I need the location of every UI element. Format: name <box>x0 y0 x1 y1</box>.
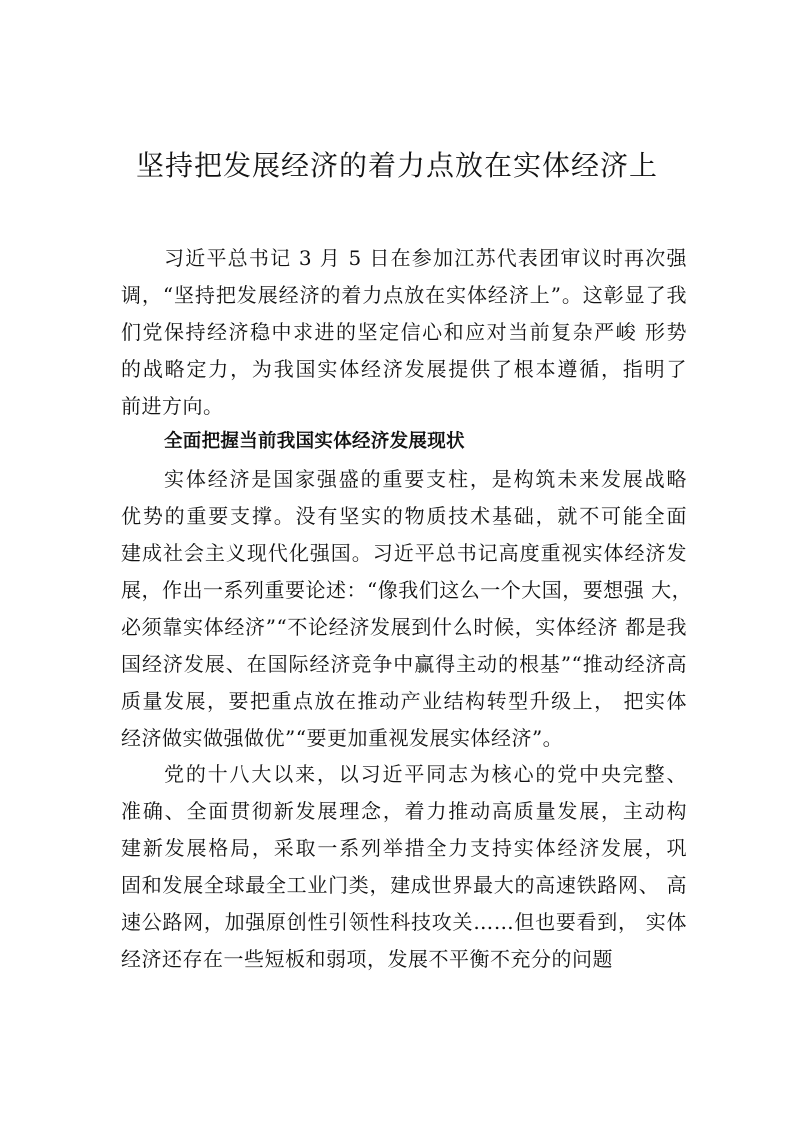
text-line: 经济还存在一些短板和弱项，发展不平衡不充分的问题 <box>121 946 613 971</box>
text-line: 前进方向。 <box>121 393 224 418</box>
text-line: 准确、全面贯彻新发展理念，着力推动高质量发展，主动构 <box>121 799 687 824</box>
paragraph-intro <box>121 240 687 424</box>
document-title: 坚持把发展经济的着力点放在实体经济上 <box>135 149 658 182</box>
paragraph-status <box>121 461 693 756</box>
text-line: 实体经济是国家强盛的重要支柱，是构筑未来发展战略 <box>164 467 687 492</box>
text-line: 党的十八大以来，以习近平同志为核心的党中央完整、 <box>164 762 687 787</box>
text-line: 优势的重要支撑。没有坚实的物质技术基础，就不可能全面 <box>121 504 687 529</box>
text-line: 速公路网，加强原创性引领性科技攻关……但也要看到， 实体 <box>121 910 687 935</box>
text-line: 们党保持经济稳中求进的坚定信心和应对当前复杂严峻 形势 <box>121 319 687 344</box>
text-line: 质量发展，要把重点放在推动产业结构转型升级上， 把实体 <box>121 688 687 713</box>
section-heading: 全面把握当前我国实体经济发展现状 <box>164 431 465 453</box>
text-line: 习近平总书记 3 月 5 日在参加江苏代表团审议时再次强 <box>164 246 687 270</box>
text-line: 的战略定力，为我国实体经济发展提供了根本遵循，指明了 <box>121 356 687 381</box>
text-line: 国经济发展、在国际经济竞争中赢得主动的根基”“推动经济高 <box>121 651 687 676</box>
text-line: 建成社会主义现代化强国。习近平总书记高度重视实体经济发 <box>121 541 687 566</box>
text-line: 建新发展格局，采取一系列举措全力支持实体经济发展，巩 <box>121 836 687 861</box>
paragraph-since-18th <box>121 756 687 977</box>
text-line: 经济做实做强做优”“要更加重视发展实体经济”。 <box>121 725 564 750</box>
document-body <box>121 240 693 978</box>
text-line: 调，“坚持把发展经济的着力点放在实体经济上”。这彰显了我 <box>121 282 687 307</box>
text-line: 固和发展全球最全工业门类，建成世界最大的高速铁路网、 高 <box>121 873 687 898</box>
text-line: 展，作出一系列重要论述：“像我们这么一个大国，要想强 大， <box>121 578 693 603</box>
text-line: 必须靠实体经济”“不论经济发展到什么时候，实体经济 都是我 <box>121 614 687 639</box>
